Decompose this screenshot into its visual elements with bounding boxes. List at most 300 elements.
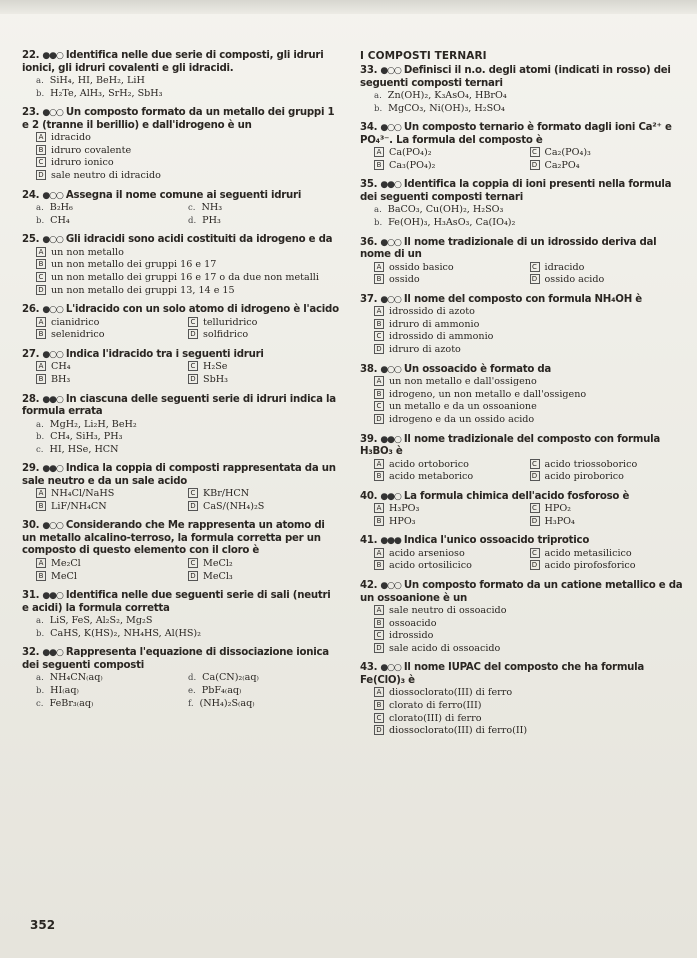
- option: [188, 488, 340, 501]
- option-text: NH₃: [201, 202, 223, 214]
- difficulty-dots: ●○○: [42, 349, 63, 360]
- option-letter-box: C: [36, 272, 46, 282]
- question: [360, 535, 685, 573]
- option-letter-box: C: [530, 459, 540, 469]
- option-row: [36, 202, 340, 215]
- option: [36, 685, 188, 698]
- option-text: Fe(OH)₃, H₃AsO₃, Ca(IO₄)₂: [388, 216, 516, 228]
- question-text: Indica la coppia di composti rappresentata da un sale neutro e da un sale acido: [22, 463, 336, 487]
- option-letter-box: D: [36, 285, 46, 295]
- option-text: idrossido di ammonio: [389, 331, 494, 343]
- option-letter-box: D: [188, 374, 198, 384]
- option: [36, 488, 188, 501]
- question-text: Un composto ternario è formato dagli ioni Ca²⁺ e PO₄³⁻. La formula del composto è: [360, 122, 672, 146]
- option: [188, 571, 340, 584]
- option-text: acido ortosilicico: [389, 560, 472, 572]
- difficulty-dots: ●○○: [380, 123, 401, 134]
- question-number: 39.: [360, 433, 378, 445]
- question-header: [360, 364, 685, 377]
- option-letter-box: B: [36, 374, 46, 384]
- question-number: 42.: [360, 580, 378, 592]
- question-header: [22, 190, 340, 203]
- option: [530, 516, 686, 529]
- option: [374, 376, 685, 389]
- difficulty-dots: ●○○: [380, 364, 401, 375]
- question-header: [360, 65, 685, 90]
- option: [374, 548, 530, 561]
- question-text: Il nome tradizionale del composto con formula H₃BO₃ è: [360, 433, 661, 457]
- difficulty-dots: ●○○: [380, 581, 401, 592]
- question: [22, 520, 340, 583]
- question: [360, 294, 685, 357]
- option-row: [36, 558, 340, 571]
- option-text: un non metallo dei gruppi 16 e 17 o da due non metalli: [51, 271, 319, 283]
- difficulty-dots: ●●●: [380, 536, 401, 547]
- option-text: acido pirofosforico: [544, 560, 636, 572]
- option: [530, 274, 686, 287]
- option: [36, 259, 340, 272]
- option-text: acido metasilicico: [544, 547, 632, 559]
- option-letter-box: B: [374, 389, 384, 399]
- question-text: Identifica nelle due seguenti serie di sali (neutri e acidi) la formula corretta: [22, 590, 331, 614]
- question: [360, 434, 685, 484]
- option: [374, 217, 685, 230]
- option: [530, 471, 686, 484]
- option: [36, 202, 188, 215]
- option-letter-box: A: [374, 459, 384, 469]
- option-row: [36, 317, 340, 330]
- option-text: un non metallo: [51, 246, 124, 258]
- question-header: [360, 237, 685, 262]
- option-text: sale neutro di idracido: [51, 169, 161, 181]
- question-number: 22.: [22, 50, 40, 61]
- option-letter-box: A: [374, 306, 384, 316]
- question-number: 35.: [360, 179, 378, 191]
- option-text: MgH₂, Li₂H, BeH₂: [49, 418, 137, 430]
- option-row: [374, 160, 685, 173]
- option: [374, 687, 685, 700]
- question-text: Indica l'idracido tra i seguenti idruri: [65, 348, 264, 360]
- option: [188, 698, 340, 711]
- difficulty-dots: ●●○: [380, 491, 401, 502]
- option: [188, 374, 340, 387]
- question: [22, 394, 340, 457]
- option-row: [374, 459, 685, 472]
- option-text: BaCO₃, Cu(OH)₂, H₂SO₃: [387, 204, 504, 216]
- option-text: selenidrico: [51, 329, 105, 341]
- option-text: un metallo e da un ossoanione: [389, 401, 537, 413]
- question-number: 37.: [360, 293, 378, 305]
- option-text: telluridrico: [203, 316, 258, 328]
- option-text: idruro di azoto: [389, 344, 461, 356]
- option-text: ossoacido: [389, 617, 437, 629]
- question-number: 41.: [360, 535, 378, 547]
- difficulty-dots: ●●○: [380, 434, 401, 445]
- option-text: MgCO₃, Ni(OH)₃, H₂SO₄: [388, 102, 505, 114]
- option-text: un non metallo e dall'ossigeno: [389, 376, 537, 388]
- option: [36, 170, 340, 183]
- option: [374, 700, 685, 713]
- question: [360, 179, 685, 229]
- option-letter-box: D: [374, 344, 384, 354]
- option-letter-box: A: [374, 548, 384, 558]
- option-row: [36, 361, 340, 374]
- option-letter: a.: [36, 203, 44, 214]
- option-letter-box: B: [374, 700, 384, 710]
- question-number: 28.: [22, 393, 40, 405]
- option-letter-box: C: [530, 548, 540, 558]
- option-letter-box: D: [530, 560, 540, 570]
- option-letter-box: C: [374, 401, 384, 411]
- left-column: [22, 50, 340, 717]
- option: [374, 103, 685, 116]
- option: [374, 331, 685, 344]
- option-text: un non metallo dei gruppi 13, 14 e 15: [51, 284, 235, 296]
- option-row: [374, 471, 685, 484]
- question: [360, 491, 685, 529]
- option: [374, 643, 685, 656]
- option-text: ossido: [389, 274, 420, 286]
- option: [36, 374, 188, 387]
- option: [530, 503, 686, 516]
- option-row: [36, 501, 340, 514]
- option: [374, 725, 685, 738]
- option-text: idruro di ammonio: [389, 318, 480, 330]
- difficulty-dots: ●○○: [380, 66, 401, 76]
- option-letter-box: A: [374, 687, 384, 697]
- question-header: [22, 304, 340, 317]
- question-text: La formula chimica dell'acido fosforoso è: [403, 490, 630, 502]
- option: [36, 501, 188, 514]
- question-text: Identifica la coppia di ioni presenti nella formula dei seguenti composti ternari: [360, 179, 672, 203]
- option-row: [374, 147, 685, 160]
- difficulty-dots: ●○○: [42, 521, 63, 532]
- option-text: acido piroborico: [544, 471, 624, 483]
- question-header: [360, 294, 685, 307]
- option: [36, 361, 188, 374]
- option-text: HI, HSe, HCN: [49, 443, 119, 455]
- question-text: Assegna il nome comune ai seguenti idruri: [65, 189, 302, 201]
- option-letter-box: B: [36, 259, 46, 269]
- option-letter: d.: [188, 215, 197, 226]
- question-header: [22, 463, 340, 488]
- question: [22, 304, 340, 342]
- option-letter-box: D: [374, 643, 384, 653]
- option-text: H₃PO₃: [389, 503, 420, 515]
- option-text: idracido: [51, 132, 91, 144]
- question-number: 38.: [360, 363, 378, 375]
- question: [22, 50, 340, 100]
- option-text: sale neutro di ossoacido: [389, 605, 507, 617]
- option-letter-box: D: [530, 471, 540, 481]
- question-header: [360, 491, 685, 504]
- question: [22, 463, 340, 513]
- option: [36, 132, 340, 145]
- question-header: [22, 50, 340, 75]
- option: [374, 401, 685, 414]
- question-header: [360, 434, 685, 459]
- question-number: 30.: [22, 520, 40, 532]
- difficulty-dots: ●●○: [42, 648, 63, 659]
- option-letter-box: A: [36, 317, 46, 327]
- option: [36, 672, 188, 685]
- option-text: KBr/HCN: [203, 488, 250, 500]
- option-text: Ca(CN)₂₍aq₎: [202, 672, 259, 684]
- option-text: FeBr₃₍aq₎: [49, 697, 94, 709]
- option-letter: a.: [374, 205, 382, 216]
- section-title: I COMPOSTI TERNARI: [360, 50, 487, 62]
- question-text: Un ossoacido è formato da: [403, 363, 552, 375]
- difficulty-dots: ●○○: [42, 190, 63, 201]
- option-letter-box: A: [36, 488, 46, 498]
- option-text: HPO₃: [389, 515, 416, 527]
- option-row: [36, 329, 340, 342]
- option: [374, 630, 685, 643]
- option-letter-box: D: [530, 274, 540, 284]
- option: [36, 145, 340, 158]
- option-text: Ca₂PO₄: [544, 159, 580, 171]
- option: [530, 560, 686, 573]
- option-letter-box: A: [374, 262, 384, 272]
- difficulty-dots: ●○○: [380, 294, 401, 305]
- question-number: 25.: [22, 234, 40, 246]
- question: [22, 190, 340, 228]
- option: [374, 605, 685, 618]
- option-text: Ca₃(PO₄)₂: [389, 159, 436, 171]
- option: [36, 628, 340, 641]
- option: [188, 317, 340, 330]
- option-letter-box: A: [36, 558, 46, 568]
- question: [360, 364, 685, 427]
- option: [36, 75, 340, 88]
- option-letter-box: D: [36, 170, 46, 180]
- option-letter: a.: [36, 616, 44, 627]
- option: [374, 503, 530, 516]
- option-letter-box: C: [188, 558, 198, 568]
- question-header: [22, 349, 340, 362]
- option-text: CH₄: [50, 214, 70, 226]
- question-text: Un composto formato da un catione metallico e da un ossoanione è un: [360, 580, 683, 604]
- option: [530, 160, 686, 173]
- option-text: idracido: [544, 261, 585, 273]
- option-letter: c.: [36, 444, 44, 455]
- option-letter: b.: [36, 432, 45, 443]
- difficulty-dots: ●●○: [42, 394, 63, 405]
- option-letter-box: C: [188, 361, 198, 371]
- option-text: Me₂Cl: [51, 557, 81, 569]
- option-text: cianidrico: [51, 316, 100, 328]
- option: [374, 471, 530, 484]
- option-row: [36, 488, 340, 501]
- question-number: 29.: [22, 463, 40, 475]
- option-text: acido triossoborico: [544, 458, 638, 470]
- option: [36, 698, 188, 711]
- question: [22, 590, 340, 640]
- difficulty-dots: ●○○: [42, 108, 63, 119]
- option-text: idrogeno, un non metallo e dall'ossigeno: [389, 388, 587, 400]
- page-top-shadow: [0, 0, 697, 14]
- question-text: Il nome del composto con formula NH₄OH è: [403, 293, 642, 305]
- option-text: B₂H₆: [49, 202, 73, 214]
- question-text: Gli idracidi sono acidi costituiti da idrogeno e da: [65, 234, 333, 246]
- option-text: diossoclorato(III) di ferro: [389, 687, 513, 699]
- option-letter-box: B: [374, 160, 384, 170]
- option-letter-box: B: [36, 571, 46, 581]
- difficulty-dots: ●○○: [42, 305, 63, 316]
- option-letter: a.: [374, 91, 382, 101]
- question-number: 24.: [22, 189, 40, 201]
- option-row: [374, 548, 685, 561]
- question: [360, 65, 685, 115]
- option: [36, 329, 188, 342]
- option-text: ossido acido: [544, 274, 605, 286]
- question: [22, 647, 340, 710]
- option-text: CH₄, SiH₃, PH₃: [50, 431, 123, 443]
- option-letter-box: B: [374, 516, 384, 526]
- option-letter-box: B: [374, 560, 384, 570]
- option: [188, 501, 340, 514]
- option-letter-box: D: [188, 501, 198, 511]
- option: [374, 262, 530, 275]
- option: [36, 558, 188, 571]
- option: [530, 548, 686, 561]
- option: [36, 272, 340, 285]
- option: [36, 444, 340, 457]
- option: [530, 262, 686, 275]
- question-text: In ciascuna delle seguenti serie di idruri indica la formula errata: [22, 393, 336, 417]
- option: [374, 713, 685, 726]
- option-text: MeCl₃: [203, 570, 233, 582]
- option-letter-box: C: [374, 331, 384, 341]
- option: [374, 459, 530, 472]
- option-text: sale acido di ossoacido: [389, 642, 501, 654]
- question-text: Un composto formato da un metallo dei gruppi 1 e 2 (tranne il berillio) e dall'idrogeno è un: [22, 107, 335, 131]
- question-header: [22, 394, 340, 419]
- option-text: BH₃: [51, 373, 71, 385]
- option: [374, 319, 685, 332]
- option-letter: a.: [36, 419, 44, 430]
- difficulty-dots: ●○○: [42, 235, 63, 246]
- difficulty-dots: ●●○: [42, 51, 63, 61]
- option-letter: a.: [36, 76, 44, 86]
- question-text: Considerando che Me rappresenta un atomo di un metallo alcalino-terroso, la formula corretta per un composto di questo elemento con il cloro è: [22, 520, 325, 557]
- question-number: 23.: [22, 107, 40, 119]
- option-letter-box: B: [374, 319, 384, 329]
- option-row: [36, 571, 340, 584]
- option-text: CH₄: [51, 361, 71, 373]
- question: [360, 122, 685, 172]
- option: [374, 389, 685, 402]
- option-letter-box: C: [530, 147, 540, 157]
- option-letter-box: B: [374, 471, 384, 481]
- option-text: NH₄Cl/NaHS: [51, 488, 115, 500]
- option-text: CaHS, K(HS)₂, NH₄HS, Al(HS)₂: [50, 627, 202, 639]
- option: [188, 361, 340, 374]
- difficulty-dots: ●●○: [380, 180, 401, 191]
- option: [36, 157, 340, 170]
- option: [36, 419, 340, 432]
- page-number: 352: [30, 918, 56, 932]
- question-header: [22, 234, 340, 247]
- option: [374, 204, 685, 217]
- question: [360, 237, 685, 287]
- option-letter: b.: [36, 685, 45, 696]
- option: [374, 414, 685, 427]
- option-letter-box: B: [36, 501, 46, 511]
- option-letter-box: A: [374, 147, 384, 157]
- option: [36, 88, 340, 101]
- option-letter-box: A: [374, 503, 384, 513]
- option-letter-box: C: [530, 262, 540, 272]
- option-text: PbF₄₍aq₎: [201, 684, 242, 696]
- question-header: [22, 107, 340, 132]
- option: [188, 202, 340, 215]
- option-letter-box: B: [36, 145, 46, 155]
- option-letter-box: A: [374, 605, 384, 615]
- option: [374, 618, 685, 631]
- option-letter-box: B: [374, 274, 384, 284]
- option: [36, 431, 340, 444]
- option-row: [36, 215, 340, 228]
- question-header: [360, 179, 685, 204]
- question: [360, 662, 685, 737]
- question-header: [22, 647, 340, 672]
- option-text: idruro ionico: [51, 157, 114, 169]
- option-text: Ca(PO₄)₂: [389, 147, 432, 159]
- option-text: clorato di ferro(III): [389, 700, 482, 712]
- option-letter-box: A: [36, 361, 46, 371]
- question-text: L'idracido con un solo atomo di idrogeno è l'acido: [65, 304, 339, 316]
- question-header: [360, 535, 685, 548]
- option: [188, 558, 340, 571]
- option: [188, 329, 340, 342]
- option: [530, 459, 686, 472]
- option-letter-box: B: [36, 329, 46, 339]
- option-letter-box: D: [188, 329, 198, 339]
- option-text: HPO₂: [544, 503, 572, 515]
- question: [22, 349, 340, 387]
- option-row: [374, 274, 685, 287]
- option: [374, 90, 685, 103]
- question: [360, 580, 685, 655]
- option-row: [374, 516, 685, 529]
- option-text: CaS/(NH₄)₂S: [203, 500, 265, 512]
- option-text: clorato(III) di ferro: [389, 712, 482, 724]
- option-text: idruro covalente: [51, 144, 132, 156]
- question: [22, 107, 340, 182]
- option-letter: c.: [188, 203, 196, 214]
- option: [36, 285, 340, 298]
- question-header: [360, 122, 685, 147]
- question-text: Il nome tradizionale di un idrossido deriva dal nome di un: [360, 236, 657, 261]
- option-text: PH₃: [202, 214, 221, 226]
- option-row: [36, 374, 340, 387]
- option-text: acido arsenioso: [389, 547, 465, 559]
- question-number: 32.: [22, 647, 40, 659]
- question-text: Indica l'unico ossoacido triprotico: [403, 535, 590, 547]
- option-letter-box: B: [374, 618, 384, 628]
- question-number: 36.: [360, 236, 378, 248]
- option-text: acido ortoborico: [389, 458, 469, 470]
- question-header: [360, 580, 685, 605]
- right-column: [360, 50, 685, 745]
- option-text: LiF/NH₄CN: [51, 500, 107, 512]
- option-text: MeCl₂: [203, 557, 233, 569]
- option-text: Ca₂(PO₄)₃: [544, 147, 591, 159]
- option-letter: f.: [188, 698, 194, 709]
- question-number: 43.: [360, 662, 378, 674]
- option-letter: b.: [36, 628, 45, 639]
